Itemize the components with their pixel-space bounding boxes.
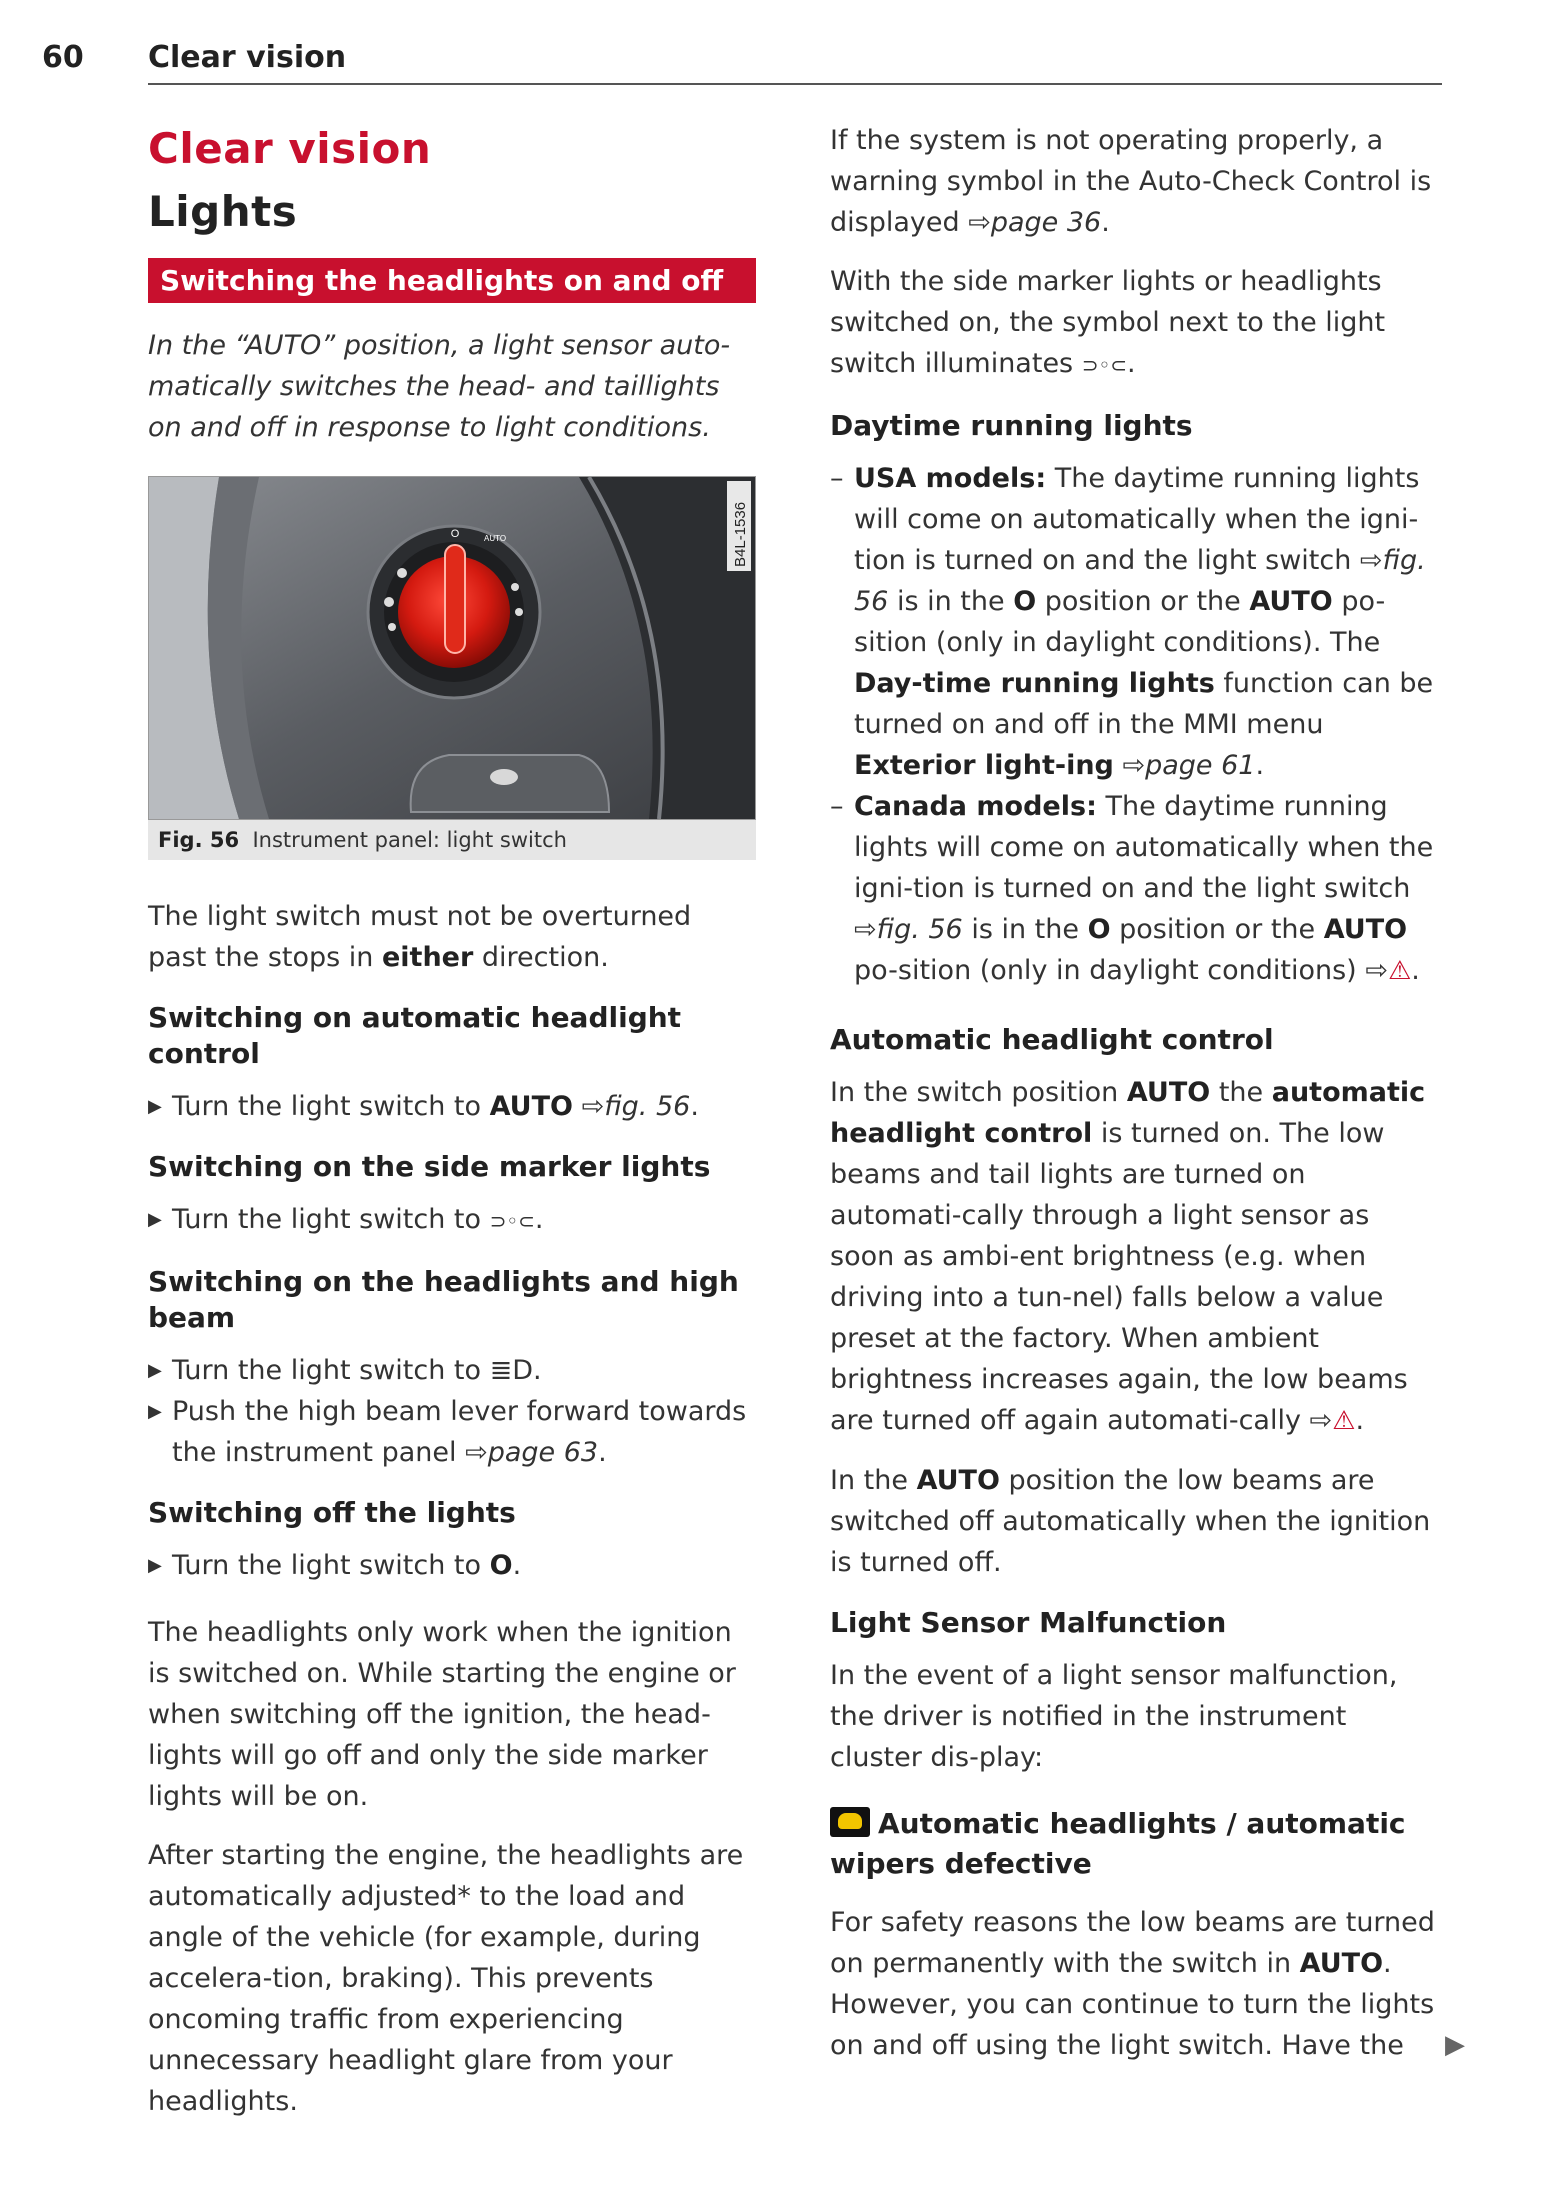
heading-lights-off: Switching off the lights [148,1496,516,1529]
arrow-ref-icon: ⇨ [1365,955,1388,986]
side-marker-light-icon: ⊃◦⊂ [489,1209,535,1233]
heading-daytime-running: Daytime running lights [830,409,1193,442]
overturn-note: The light switch must not be overturned past the stops in either direction. [148,901,692,973]
right-column [830,120,1442,2084]
malfunction-warning-heading: Automatic headlights / automatic wipers defective [830,1807,1406,1880]
safety-text: For safety reasons the low beams are turned on permanently with the switch in AUTO. However, you can continue to turn the lights on and off using the light switch. Have the [830,1907,1435,2061]
arrow-ref-icon: ⇨ [1309,1405,1333,1436]
symbol-note: With the side marker lights or headlights switched on, the symbol next to the light switch illuminates ⊃◦⊂. [830,266,1386,379]
switch-label-auto: AUTO [484,534,507,543]
step-high-beam-1: ▶ Turn the light switch to ≣D. [148,1355,542,1386]
step-lights-off: ▶ Turn the light switch to O. [148,1550,522,1581]
page-header [42,40,1442,86]
drl-usa: – USA models: The daytime running lights will come on automatically when the igni-tion is turned on and the light switch ⇨fig. 56 is in the O position or the AUTO po-sition (only in daylight conditions). The Day-time running lights function can be turned on and off in the MMI menu Exterior light-ing ⇨page 61. [830,463,1434,781]
figure-56 [148,476,756,860]
heading-high-beam: Switching on the headlights and high beam [148,1265,739,1334]
figure-label: Fig. 56 [158,828,240,852]
step-side-marker: ▶ Turn the light switch to ⊃◦⊂. [148,1204,544,1235]
arrow-ref-icon: ⇨ [1122,750,1146,781]
step-high-beam-2: ▶ Push the high beam lever forward towards the instrument panel ⇨page 63. [148,1396,747,1468]
side-marker-light-icon: ⊃◦⊂ [1081,353,1128,377]
intro-text: In the “AUTO” position, a light sensor auto-matically switches the head- and taillights on and off in response to light conditions. [148,330,731,443]
figure-caption-text: Instrument panel: light switch [252,828,567,852]
header-rule [148,83,1442,85]
figure-code: B4L-1536 [732,501,749,567]
topic-bar: Switching the headlights on and off [148,258,756,303]
continue-arrow-icon: ▶ [1445,2030,1465,2060]
arrow-ref-icon: ⇨ [465,1437,488,1468]
section-title: Clear vision [148,124,432,173]
arrow-ref-icon: ⇨ [581,1091,605,1122]
page-number: 60 [42,40,84,75]
arrow-ref-icon: ⇨ [968,207,991,238]
light-switch-image [148,476,756,820]
heading-sensor-malfunction: Light Sensor Malfunction [830,1606,1227,1639]
headlight-icon: ≣D [489,1355,534,1386]
header-title: Clear vision [148,40,347,75]
sensor-malfunction-text: In the event of a light sensor malfunction, the driver is notified in the instrument cluster dis-play: [830,1660,1398,1773]
subsection-title: Lights [148,187,298,236]
ignition-note: The headlights only work when the ignition is switched on. While starting the engine or when switching off the ignition, the head-lights will go off and only the side marker lights will be on. [148,1617,736,1812]
auto-off-text: In the AUTO position the low beams are switched off automatically when the ignition is turned off. [830,1465,1431,1578]
heading-side-marker: Switching on the side marker lights [148,1150,711,1183]
left-column [148,120,756,2140]
warning-note: If the system is not operating properly, a warning symbol in the Auto-Check Control is displayed ⇨page 36. [830,125,1432,238]
figure-caption [148,820,756,860]
warning-triangle-icon: ⚠ [1332,1406,1356,1436]
step-auto: ▶ Turn the light switch to AUTO ⇨fig. 56. [148,1091,699,1122]
arrow-ref-icon: ⇨ [1359,545,1383,576]
drl-canada: – Canada models: The daytime running lights will come on automatically when the igni-tion is turned on and the light switch ⇨fig. 56 is in the O position or the AUTO po-sition (only in daylight conditions) ⇨⚠. [830,791,1434,986]
warning-triangle-icon: ⚠ [1387,956,1412,986]
arrow-ref-icon: ⇨ [854,914,877,945]
switch-label-off: O [450,528,460,540]
heading-auto-headlight: Automatic headlight control [830,1023,1274,1056]
heading-auto-control: Switching on automatic headlight control [148,1001,682,1070]
auto-adjust-note: After starting the engine, the headlights are automatically adjusted* to the load and angle of the vehicle (for example, during accelera-tion, braking). This prevents oncoming traffic from experiencing unnecessary headlight glare from your headlights. [148,1840,744,2117]
headlight-warning-icon [830,1807,870,1837]
auto-headlight-text: In the switch position AUTO the automatic headlight control is turned on. The low beams and tail lights are turned on automati-cally through a light sensor as soon as ambi-ent brightness (e.g. when driving into a tun-nel) falls below a value preset at the factory. When ambient brightness increases again, the low beams are turned off again automati-cally ⇨⚠. [830,1077,1426,1436]
